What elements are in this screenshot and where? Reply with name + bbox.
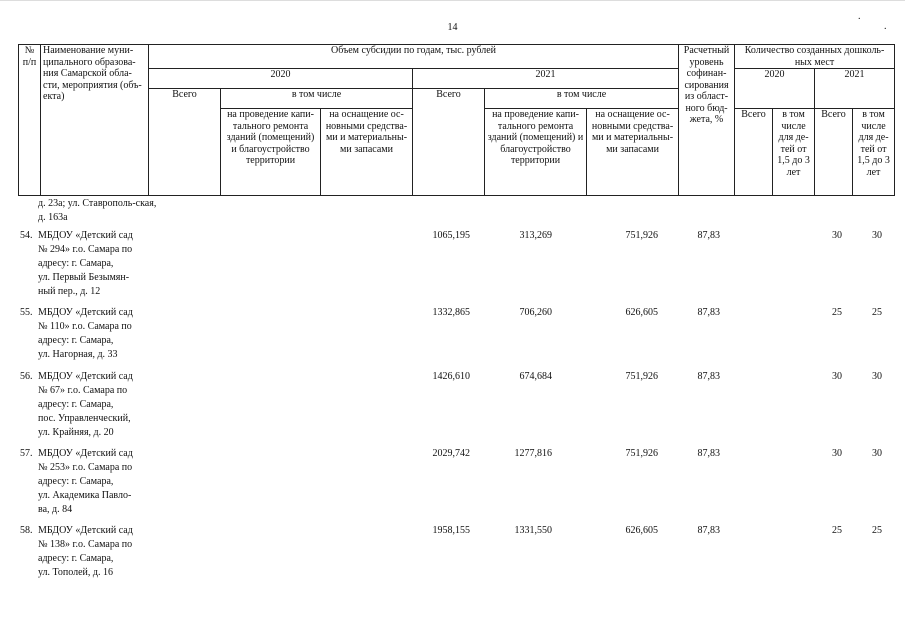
cell-repair-2021: 706,260 [519, 307, 552, 318]
cell-total-2021: 1958,155 [432, 525, 470, 536]
col-header-places-total-2021: Всего [815, 109, 853, 196]
cell-cofinance: 87,83 [697, 448, 720, 459]
cell-total-2021: 1426,610 [432, 371, 470, 382]
cell-equip-2021: 751,926 [625, 371, 658, 382]
row-name-line: ул. Тополей, д. 16 [38, 567, 113, 578]
row-name-line: адресу: г. Самара, [38, 335, 114, 346]
col-header-total-2021: Всего [413, 89, 485, 196]
cell-total-2021: 1332,865 [432, 307, 470, 318]
cell-places-kids-2021: 30 [872, 448, 882, 459]
col-header-places-total-2020: Всего [735, 109, 773, 196]
row-name-line: МБДОУ «Детский сад [38, 448, 133, 459]
cell-equip-2021: 626,605 [625, 525, 658, 536]
cell-total-2021: 1065,195 [432, 230, 470, 241]
row-name-line: МБДОУ «Детский сад [38, 230, 133, 241]
row-name-line: № 110» г.о. Самара по [38, 321, 132, 332]
cell-places-total-2021: 30 [832, 448, 842, 459]
row-name-line: ва, д. 84 [38, 504, 73, 515]
cell-total-2021: 2029,742 [432, 448, 470, 459]
row-name [38, 306, 158, 362]
row-name-line: адресу: г. Самара, [38, 258, 114, 269]
cell-places-total-2021: 30 [832, 230, 842, 241]
row-name [38, 524, 158, 580]
row-name [38, 447, 158, 517]
row-name-line: МБДОУ «Детский сад [38, 371, 133, 382]
speck: . [858, 11, 861, 22]
row-name-line: ул. Первый Безымян- [38, 272, 130, 283]
cell-equip-2021: 626,605 [625, 307, 658, 318]
speck: . [884, 21, 887, 32]
cell-places-kids-2021: 25 [872, 525, 882, 536]
row-name-line: ул. Нагорная, д. 33 [38, 349, 118, 360]
row-number: 55. [20, 307, 33, 318]
col-header-repair-2021: на проведение капи-тального ремонта зданий (помещений) и благоустройство территории [485, 109, 587, 196]
col-header-places-kids-2020: в том числе для де-тей от 1,5 до 3 лет [773, 109, 815, 196]
col-header-places-kids-2021: в том числе для де-тей от 1,5 до 3 лет [853, 109, 895, 196]
col-header-year-2020: 2020 [149, 69, 413, 89]
cell-repair-2021: 313,269 [519, 230, 552, 241]
cell-cofinance: 87,83 [697, 371, 720, 382]
row-name-line: адресу: г. Самара, [38, 476, 114, 487]
cell-repair-2021: 674,684 [519, 371, 552, 382]
cell-places-total-2021: 25 [832, 307, 842, 318]
cell-places-kids-2021: 30 [872, 230, 882, 241]
col-header-places-2021: 2021 [815, 69, 895, 109]
col-header-including-2020: в том числе [221, 89, 413, 109]
cell-repair-2021: 1331,550 [514, 525, 552, 536]
row-number: 54. [20, 230, 33, 241]
row-number: 58. [20, 525, 33, 536]
row-name-line: МБДОУ «Детский сад [38, 525, 133, 536]
cell-cofinance: 87,83 [697, 525, 720, 536]
row-name-line: № 294» г.о. Самара по [38, 244, 133, 255]
cell-repair-2021: 1277,816 [514, 448, 552, 459]
row-name-line: ул. Крайняя, д. 20 [38, 427, 114, 438]
cell-places-total-2021: 25 [832, 525, 842, 536]
row-number: 57. [20, 448, 33, 459]
cell-places-kids-2021: 25 [872, 307, 882, 318]
col-header-subsidy: Объем субсидии по годам, тыс. рублей [149, 45, 679, 69]
cell-places-kids-2021: 30 [872, 371, 882, 382]
row-name-line: пос. Управленческий, [38, 413, 131, 424]
cell-cofinance: 87,83 [697, 307, 720, 318]
col-header-year-2021: 2021 [413, 69, 679, 89]
col-header-name: Наименование муни-ципального образова-ния Самарской обла-сти, мероприятия (объ-екта) [41, 45, 149, 196]
row-name-line: № 138» г.о. Самара по [38, 539, 133, 550]
row-number: 56. [20, 371, 33, 382]
col-header-equip-2020: на оснащение ос-новными средства-ми и материальны-ми запасами [321, 109, 413, 196]
cell-places-total-2021: 30 [832, 371, 842, 382]
row-name-line: МБДОУ «Детский сад [38, 307, 133, 318]
row-name [38, 370, 158, 440]
row-name-line: № 253» г.о. Самара по [38, 462, 133, 473]
row-name-line: № 67» г.о. Самара по [38, 385, 128, 396]
col-header-equip-2021: на оснащение ос-новными средства-ми и материальны-ми запасами [587, 109, 679, 196]
row-name-line: ул. Академика Павло- [38, 490, 132, 501]
col-header-places-2020: 2020 [735, 69, 815, 109]
col-header-places: Количество созданных дошколь-ных мест [735, 45, 895, 69]
row-name-line: адресу: г. Самара, [38, 399, 114, 410]
col-header-number: № п/п [19, 45, 41, 196]
col-header-total-2020: Всего [149, 89, 221, 196]
row-name-line: адресу: г. Самара, [38, 553, 114, 564]
cell-equip-2021: 751,926 [625, 448, 658, 459]
row-name [38, 229, 158, 299]
cell-cofinance: 87,83 [697, 230, 720, 241]
cell-equip-2021: 751,926 [625, 230, 658, 241]
continuation-text: д. 23а; ул. Ставрополь-ская, д. 163а [38, 198, 157, 223]
col-header-cofinance: Расчетный уровень софинан-сирования из област-ного бюд-жета, % [679, 45, 735, 196]
col-header-including-2021: в том числе [485, 89, 679, 109]
col-header-repair-2020: на проведение капи-тального ремонта зданий (помещений) и благоустройство территории [221, 109, 321, 196]
row-name-line: ный пер., д. 12 [38, 286, 101, 297]
page-number: 14 [447, 22, 458, 33]
